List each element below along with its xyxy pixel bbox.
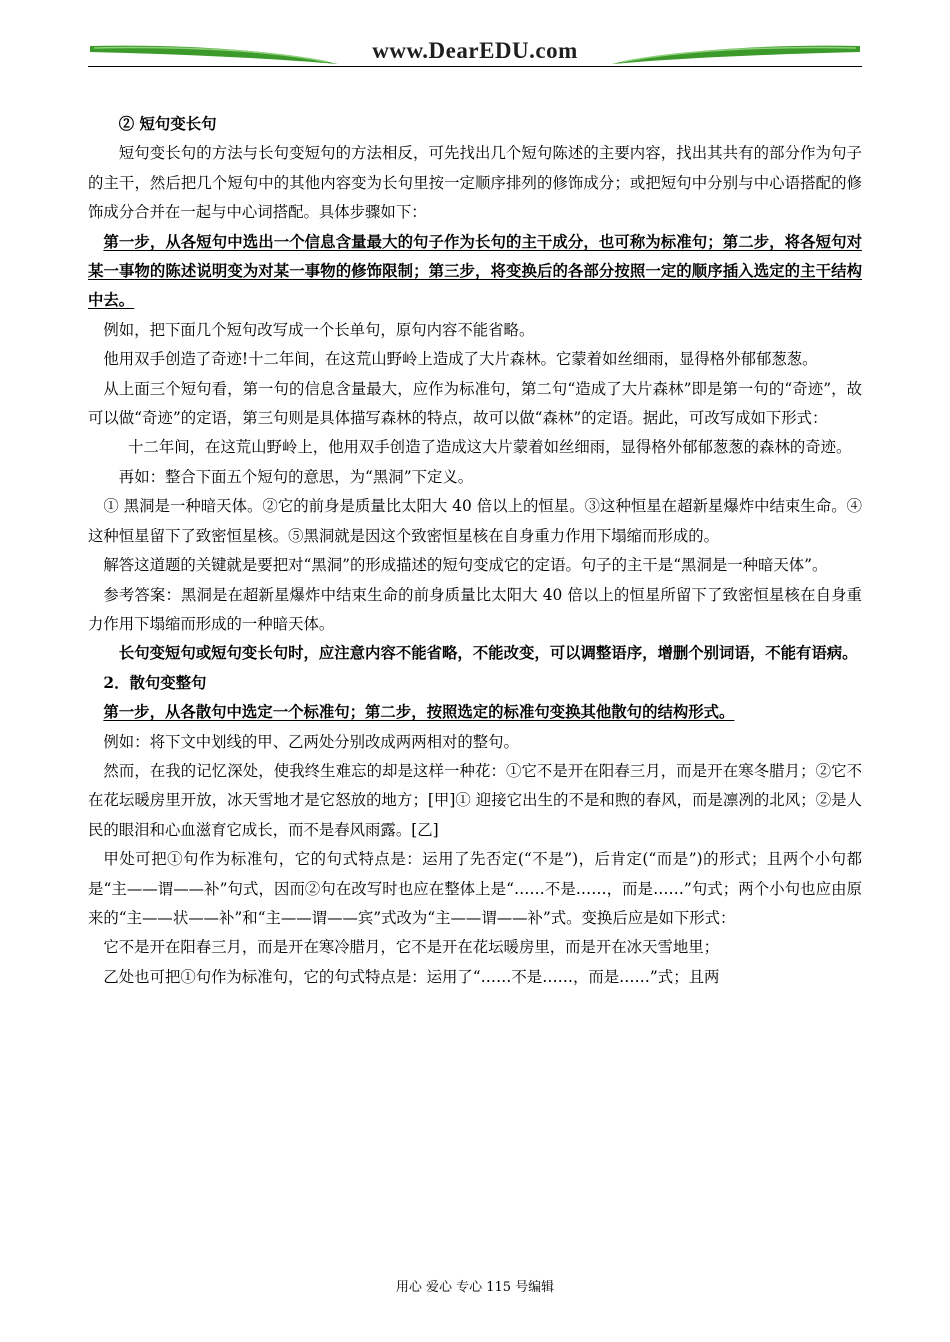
document-body <box>88 110 862 992</box>
note-paragraph: 长句变短句或短句变长句时，应注意内容不能省略，不能改变，可以调整语序，增删个别词语，不能有语病。 <box>118 644 858 663</box>
steps-paragraph: 第一步，从各散句中选定一个标准句；第二步，按照选定的标准句变换其他散句的结构形式。 <box>103 703 735 722</box>
section-heading: ② 短句变长句 <box>118 115 217 133</box>
paragraph: 例如：将下文中划线的甲、乙两处分别改成两两相对的整句。 <box>103 732 519 751</box>
paragraph: 它不是开在阳春三月，而是开在寒冷腊月，它不是开在花坛暖房里，而是开在冰天雪地里； <box>103 938 720 957</box>
paragraph: 十二年间，在这荒山野岭上，他用双手创造了造成这大片蒙着如丝细雨，显得格外郁郁葱葱的森林的奇迹。 <box>128 438 852 457</box>
paragraph: 甲处可把①句作为标准句，它的句式特点是：运用了先否定(“不是”)，后肯定(“而是”)的形式；且两个小句都是“主——谓——补”句式，因而②句在改写时也应在整体上是“……不是……，而是……”句式；两个小句也应由原来的“主——状——补”和“主——谓——宾”式改为“主——谓——补”式。变换后应是如下形式： <box>88 850 862 927</box>
paragraph: 解答这道题的关键就是要把对“黑洞”的形成描述的短句变成它的定语。句子的主干是“黑洞是一种暗天体”。 <box>103 556 828 575</box>
paragraph: 乙处也可把①句作为标准句，它的句式特点是：运用了“……不是……，而是……”式；且两 <box>103 967 720 986</box>
site-title: www.DearEDU.com <box>372 38 578 63</box>
paragraph: 短句变长句的方法与长句变短句的方法相反，可先找出几个短句陈述的主要内容，找出其共有的部分作为句子的主干，然后把几个短句中的其他内容变为长句里按一定顺序排列的修饰成分；或把短句中分别与中心语搭配的修饰成分合并在一起与中心词搭配。具体步骤如下： <box>88 144 862 222</box>
paragraph: 再如：整合下面五个短句的意思，为“黑洞”下定义。 <box>118 467 474 486</box>
paragraph: 参考答案：黑洞是在超新星爆炸中结束生命的前身质量比太阳大 40 倍以上的恒星所留下了致密恒星核在自身重力作用下塌缩而形成的一种暗天体。 <box>88 585 862 633</box>
section-heading: 2．散句变整句 <box>103 673 207 692</box>
paragraph: 从上面三个短句看，第一句的信息含量最大，应作为标准句，第二句“造成了大片森林”即是第一句的“奇迹”，故可以做“奇迹”的定语，第三句则是具体描写森林的特点，故可以做“森林”的定语。据此，可改写成如下形式： <box>88 379 862 428</box>
paragraph: 然而，在我的记忆深处，使我终生难忘的却是这样一种花：①它不是开在阳春三月，而是开在寒冬腊月；②它不在花坛暖房里开放，冰天雪地才是它怒放的地方；[甲]① 迎接它出生的不是和煦的春风，而是凛冽的北风；②是人民的眼泪和心血滋育它成长，而不是春风雨露。[乙] <box>88 761 862 839</box>
paragraph: 例如，把下面几个短句改写成一个长单句，原句内容不能省略。 <box>103 320 535 339</box>
steps-paragraph: 第一步，从各短句中选出一个信息含量最大的句子作为长句的主干成分，也可称为标准句；第二步，将各短句对某一事物的陈述说明变为对某一事物的修饰限制；第三步，将变换后的各部分按照一定的顺序插入选定的主干结构中去。 <box>88 232 862 310</box>
paragraph: ① 黑洞是一种暗天体。②它的前身是质量比太阳大 40 倍以上的恒星。③这种恒星在超新星爆炸中结束生命。④这种恒星留下了致密恒星核。⑤黑洞就是因这个致密恒星核在自身重力作用下塌缩而形成的。 <box>88 497 862 545</box>
page-header <box>88 36 862 72</box>
header-divider <box>88 66 862 67</box>
paragraph: 他用双手创造了奇迹!十二年间，在这荒山野岭上造成了大片森林。它蒙着如丝细雨，显得格外郁郁葱葱。 <box>103 350 818 369</box>
page-footer: 用心 爱心 专心 115 号编辑 <box>395 1280 555 1295</box>
